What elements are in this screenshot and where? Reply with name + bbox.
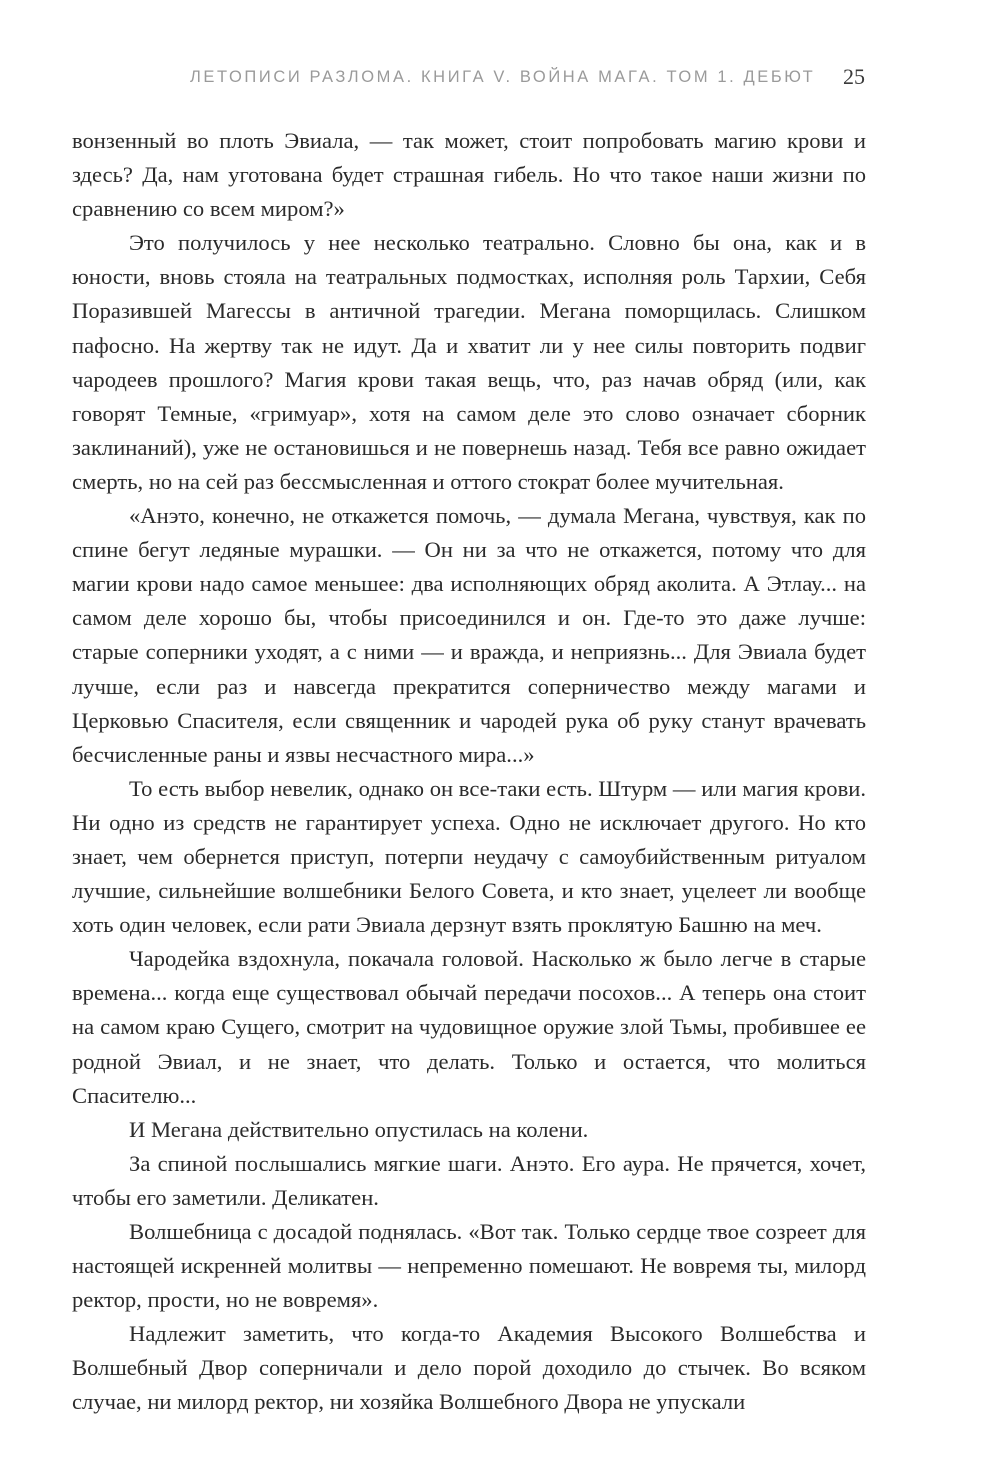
paragraph: Чародейка вздохнула, покачала головой. Насколько ж было легче в старые времена... когда еще существовал обычай передачи посохов... А теперь она стоит на самом краю Сущего, смотрит на чудовищное оружие злой Тьмы, пробившее ее родной Эвиал, и не знает, что делать. Только и остается, что молиться Спасителю... [72,946,866,1108]
body-text [72,124,866,1420]
page-number: 25 [843,64,865,89]
paragraph: За спиной послышались мягкие шаги. Анэто. Его аура. Не прячется, хочет, чтобы его заметили. Деликатен. [72,1150,866,1210]
paragraph: Надлежит заметить, что когда-то Академия Высокого Волшебства и Волшебный Двор соперничали и дело порой доходило до стычек. Во всяком случае, ни милорд ректор, ни хозяйка Волшебного Двора не упускали [72,1321,866,1415]
paragraph: «Анэто, конечно, не откажется помочь, — думала Мегана, чувствуя, как по спине бегут ледяные мурашки. — Он ни за что не откажется, потому что для магии крови надо самое меньшее: два исполняющих обряд аколита. А Этлау... на самом деле хорошо бы, чтобы присоединился и он. Где-то это даже лучше: старые соперники уходят, а с ними — и вражда, и неприязнь... Для Эвиала будет лучше, если раз и навсегда прекратится соперничество между магами и Церковью Спасителя, если священник и чародей рука об руку станут врачевать бесчисленные раны и язвы несчастного мира...» [72,503,866,767]
paragraph: Волшебница с досадой поднялась. «Вот так. Только сердце твое созреет для настоящей искренней молитвы — непременно помешают. Не вовремя ты, милорд ректор, прости, но не вовремя». [72,1219,866,1313]
running-title: ЛЕТОПИСИ РАЗЛОМА. КНИГА V. ВОЙНА МАГА. ТОМ 1. ДЕБЮТ [190,68,816,86]
running-head [185,64,865,100]
paragraph: То есть выбор невелик, однако он все-таки есть. Штурм — или магия крови. Ни одно из средств не гарантирует успеха. Одно не исключает другого. Но кто знает, чем обернется приступ, потерпи неудачу с самоубийственным ритуалом лучшие, сильнейшие волшебники Белого Совета, и кто знает, уцелеет ли вообще хоть один человек, если рати Эвиала дерзнут взять проклятую Башню на меч. [72,775,866,938]
paragraph-continued: вонзенный во плоть Эвиала, — так может, стоит попробовать магию крови и здесь? Да, нам уготована будет страшная гибель. Но что такое наши жизни по сравнению со всем миром?» [72,128,866,222]
paragraph: И Мегана действительно опустилась на колени. [129,1116,589,1142]
paragraph: Это получилось у нее несколько театрально. Словно бы она, как и в юности, вновь стояла на театральных подмостках, исполняя роль Тархии, Себя Поразившей Магессы в античной трагедии. Мегана поморщилась. Слишком пафосно. На жертву так не идут. Да и хватит ли у нее силы повторить подвиг чародеев прошлого? Магия крови такая вещь, что, раз начав обряд (или, как говорят Темные, «гримуар», хотя на самом деле это слово означает сборник заклинаний), уже не остановишься и не повернешь назад. Тебя все равно ожидает смерть, но на сей раз бессмысленная и оттого стократ более мучительная. [72,230,866,494]
